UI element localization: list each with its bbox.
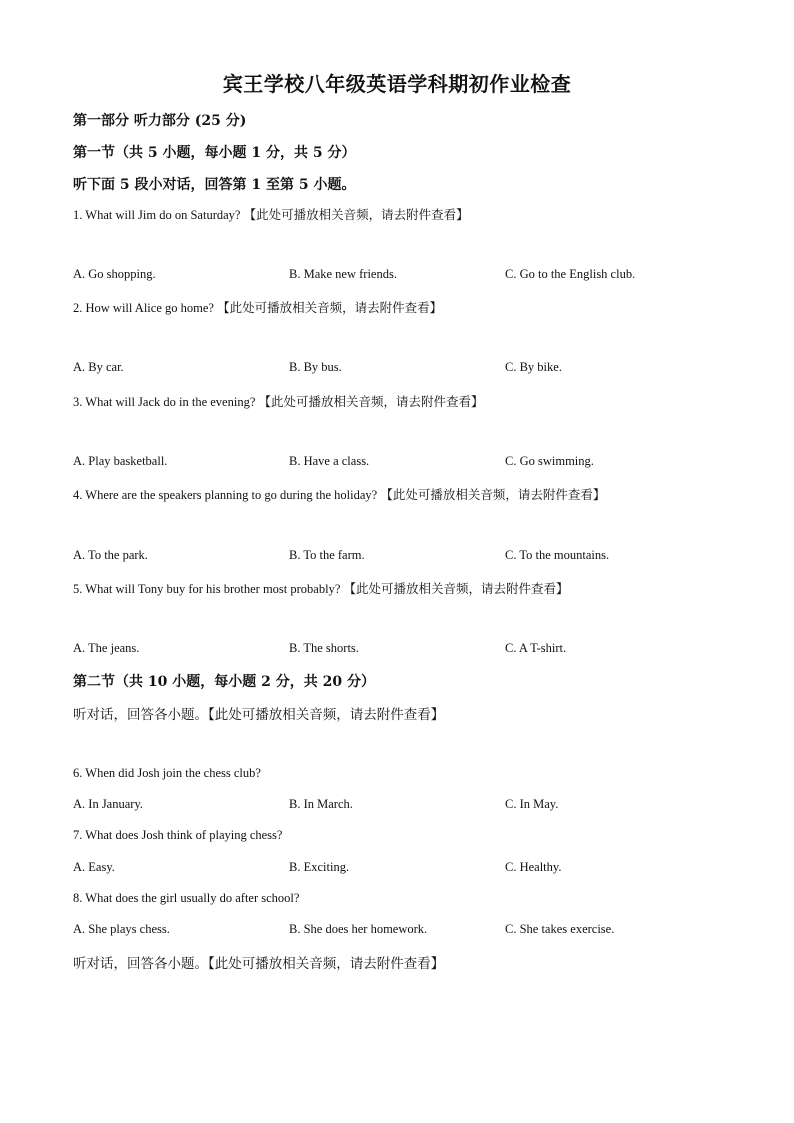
audio-tag: 【此处可播放相关音频，请去附件查看】 (217, 300, 443, 315)
section2-instruction: 听对话，回答各小题。【此处可播放相关音频，请去附件查看】 (73, 707, 445, 723)
question-text: 5. What will Tony buy for his brother most probably? (73, 582, 341, 596)
option-4b: B. To the farm. (289, 548, 365, 562)
option-7c: C. Healthy. (505, 860, 562, 874)
question-text: 6. When did Josh join the chess club? (73, 766, 261, 780)
option-8b: B. She does her homework. (289, 922, 428, 936)
option-1b: B. Make new friends. (289, 267, 397, 281)
question-text: 3. What will Jack do in the evening? (73, 395, 256, 409)
option-3b: B. Have a class. (289, 454, 370, 468)
option-7a: A. Easy. (73, 860, 115, 874)
section1-heading: 第一节（共 5 小题，每小题 1 分，共 5 分） (73, 145, 356, 161)
question-2 (73, 298, 442, 316)
audio-tag: 【此处可播放相关音频，请去附件查看】 (343, 581, 569, 596)
question-6 (73, 766, 261, 781)
option-6a: A. In January. (73, 797, 144, 811)
question-5 (73, 579, 569, 597)
option-8a: A. She plays chess. (73, 922, 170, 936)
audio-tag: 【此处可播放相关音频，请去附件查看】 (258, 394, 484, 409)
option-4a: A. To the park. (73, 548, 148, 562)
section2-instruction-2: 听对话，回答各小题。【此处可播放相关音频，请去附件查看】 (73, 956, 445, 972)
question-text: 2. How will Alice go home? (73, 301, 214, 315)
option-5a: A. The jeans. (73, 641, 140, 655)
question-text: 7. What does Josh think of playing chess? (73, 828, 283, 842)
option-2c: C. By bike. (505, 360, 562, 374)
option-8c: C. She takes exercise. (505, 922, 615, 936)
option-1c: C. Go to the English club. (505, 267, 636, 281)
question-4 (73, 485, 605, 503)
option-4c: C. To the mountains. (505, 548, 610, 562)
option-5c: C. A T-shirt. (505, 641, 567, 655)
option-3c: C. Go swimming. (505, 454, 594, 468)
option-6b: B. In March. (289, 797, 353, 811)
question-text: 4. Where are the speakers planning to go during the holiday? (73, 488, 378, 502)
question-1 (73, 205, 469, 223)
audio-tag: 【此处可播放相关音频，请去附件查看】 (243, 207, 469, 222)
option-2b: B. By bus. (289, 360, 342, 374)
part-heading: 第一部分 听力部分 (25 分) (73, 113, 247, 129)
question-text: 1. What will Jim do on Saturday? (73, 208, 241, 222)
page-title: 宾王学校八年级英语学科期初作业检查 (222, 72, 572, 96)
option-1a: A. Go shopping. (73, 267, 156, 281)
section1-instruction: 听下面 5 段小对话，回答第 1 至第 5 小题。 (73, 177, 356, 193)
question-text: 8. What does the girl usually do after school? (73, 891, 300, 905)
option-7b: B. Exciting. (289, 860, 350, 874)
option-6c: C. In May. (505, 797, 559, 811)
option-5b: B. The shorts. (289, 641, 359, 655)
audio-tag: 【此处可播放相关音频，请去附件查看】 (380, 487, 606, 502)
question-8 (73, 891, 299, 906)
question-3 (73, 392, 484, 410)
option-3a: A. Play basketball. (73, 454, 168, 468)
section2-heading: 第二节（共 10 小题，每小题 2 分，共 20 分） (73, 674, 375, 690)
option-2a: A. By car. (73, 360, 124, 374)
question-7 (73, 828, 282, 843)
